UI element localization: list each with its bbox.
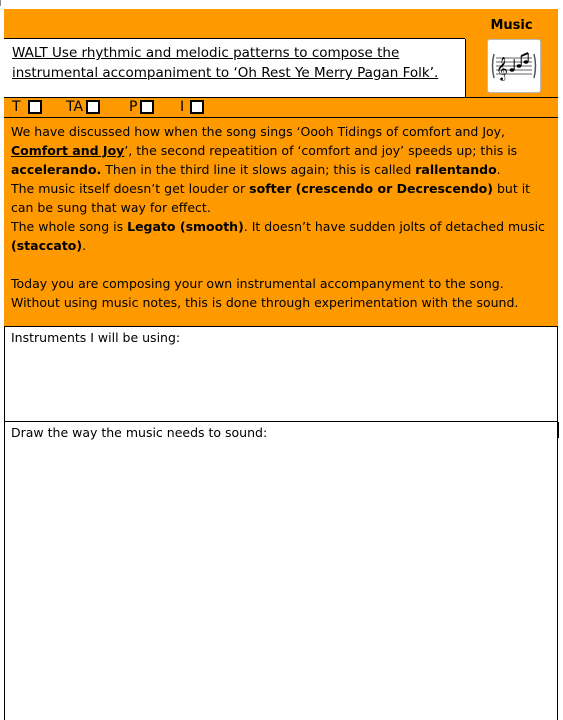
walt-objective <box>4 39 466 98</box>
paragraph-gap <box>11 255 550 274</box>
assessment-t-checkbox[interactable] <box>28 100 42 114</box>
instruments-label: Instruments I will be using: <box>11 330 181 345</box>
assessment-t <box>12 99 42 115</box>
instruments-box[interactable] <box>4 327 558 422</box>
assessment-p <box>129 99 154 115</box>
assessment-i-checkbox[interactable] <box>190 100 204 114</box>
draw-label: Draw the way the music needs to sound: <box>11 425 268 440</box>
header-bar <box>4 9 466 39</box>
paragraph-task: Today you are composing your own instrumental accompanyment to the song. Without using music notes, this is done through experimentation with the sound. <box>11 276 519 310</box>
music-staff-icon <box>487 39 541 93</box>
assessment-t-label: T <box>12 99 21 115</box>
assessment-p-label: P <box>129 99 138 115</box>
walt-text: WALT Use rhythmic and melodic patterns to compose the instrumental accompaniment to ‘Oh Rest Ye Merry Pagan Folk’. <box>12 45 439 81</box>
assessment-ta-label: TA <box>66 99 84 115</box>
assessment-row <box>4 98 558 118</box>
assessment-i <box>180 99 204 115</box>
paragraph-articulation: The whole song is Legato (smooth). It doesn’t have sudden jolts of detached music (staccato). <box>11 219 545 253</box>
assessment-ta <box>66 99 100 115</box>
paragraph-dynamics: The music itself doesn’t get louder or softer (crescendo or Decrescendo) but it can be sung that way for effect. <box>11 181 531 215</box>
assessment-i-label: I <box>180 99 185 115</box>
subject-label: Music <box>490 18 533 33</box>
cursor-mark <box>557 422 559 438</box>
draw-area[interactable] <box>4 422 558 720</box>
svg-text:𝄞: 𝄞 <box>496 56 508 80</box>
lesson-text <box>4 118 558 327</box>
corner-mark <box>0 0 4 6</box>
subject-cell <box>465 9 558 98</box>
assessment-ta-checkbox[interactable] <box>86 100 100 114</box>
paragraph-tempo: We have discussed how when the song sings ‘Oooh Tidings of comfort and Joy, Comfort and Joy’, the second repeatition of ‘comfort and joy’ speeds up; this is accelerando. Then in the third line it slows again; this is called rallentando. <box>11 124 518 177</box>
assessment-p-checkbox[interactable] <box>140 100 154 114</box>
